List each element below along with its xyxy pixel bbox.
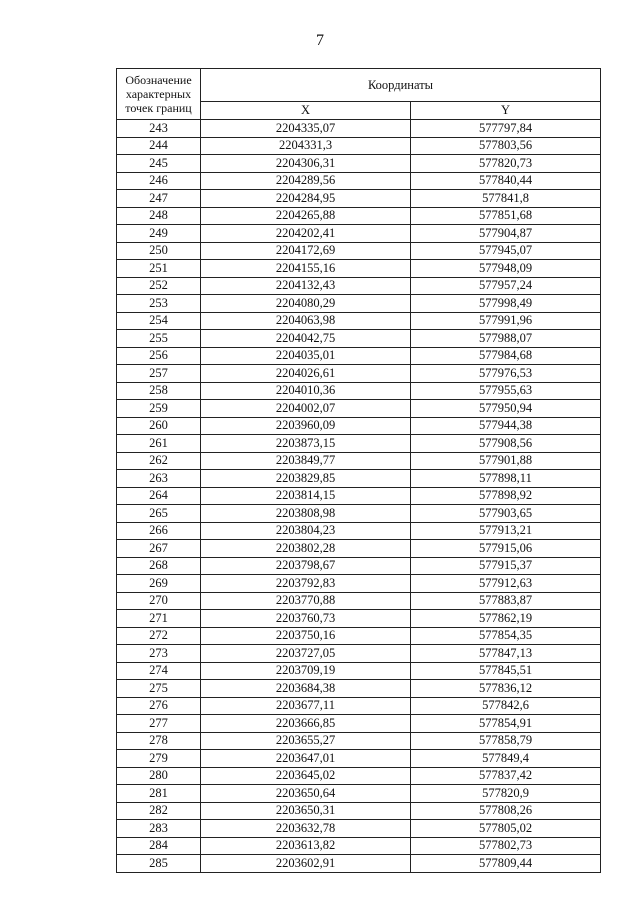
point-number-cell: 252 xyxy=(117,277,201,295)
x-coordinate-cell: 2203814,15 xyxy=(201,487,411,505)
x-coordinate-cell: 2203804,23 xyxy=(201,522,411,540)
y-coordinate-cell: 577904,87 xyxy=(411,225,601,243)
y-coordinate-cell: 577945,07 xyxy=(411,242,601,260)
point-number-cell: 265 xyxy=(117,505,201,523)
point-number-cell: 243 xyxy=(117,120,201,138)
table-row xyxy=(117,645,601,663)
x-coordinate-cell: 2203760,73 xyxy=(201,610,411,628)
point-number-cell: 260 xyxy=(117,417,201,435)
table-row xyxy=(117,715,601,733)
y-coordinate-cell: 577842,6 xyxy=(411,697,601,715)
x-coordinate-cell: 2204306,31 xyxy=(201,155,411,173)
point-number-cell: 250 xyxy=(117,242,201,260)
point-number-cell: 258 xyxy=(117,382,201,400)
point-number-cell: 247 xyxy=(117,190,201,208)
x-coordinate-cell: 2204010,36 xyxy=(201,382,411,400)
point-number-cell: 259 xyxy=(117,400,201,418)
x-coordinate-cell: 2204202,41 xyxy=(201,225,411,243)
x-coordinate-cell: 2204155,16 xyxy=(201,260,411,278)
table-row xyxy=(117,225,601,243)
point-number-cell: 266 xyxy=(117,522,201,540)
table-row xyxy=(117,137,601,155)
x-coordinate-cell: 2203602,91 xyxy=(201,855,411,873)
table-row xyxy=(117,172,601,190)
point-number-cell: 273 xyxy=(117,645,201,663)
y-coordinate-cell: 577808,26 xyxy=(411,802,601,820)
x-coordinate-cell: 2203655,27 xyxy=(201,732,411,750)
x-coordinate-cell: 2203684,38 xyxy=(201,680,411,698)
coordinates-table xyxy=(116,68,601,873)
y-coordinate-cell: 577998,49 xyxy=(411,295,601,313)
y-coordinate-cell: 577915,06 xyxy=(411,540,601,558)
y-coordinate-cell: 577802,73 xyxy=(411,837,601,855)
table-row xyxy=(117,802,601,820)
y-column-header: Y xyxy=(411,102,601,120)
point-number-cell: 285 xyxy=(117,855,201,873)
x-coordinate-cell: 2203849,77 xyxy=(201,452,411,470)
table-row xyxy=(117,680,601,698)
y-coordinate-cell: 577851,68 xyxy=(411,207,601,225)
point-number-cell: 254 xyxy=(117,312,201,330)
point-number-cell: 248 xyxy=(117,207,201,225)
table-row xyxy=(117,557,601,575)
point-number-cell: 277 xyxy=(117,715,201,733)
table-row xyxy=(117,347,601,365)
x-coordinate-cell: 2203650,31 xyxy=(201,802,411,820)
x-coordinate-cell: 2204284,95 xyxy=(201,190,411,208)
x-coordinate-cell: 2203650,64 xyxy=(201,785,411,803)
point-number-cell: 283 xyxy=(117,820,201,838)
point-number-cell: 257 xyxy=(117,365,201,383)
table-row xyxy=(117,120,601,138)
point-number-cell: 256 xyxy=(117,347,201,365)
x-coordinate-cell: 2204172,69 xyxy=(201,242,411,260)
point-number-cell: 245 xyxy=(117,155,201,173)
point-number-cell: 281 xyxy=(117,785,201,803)
point-number-cell: 246 xyxy=(117,172,201,190)
table-row xyxy=(117,540,601,558)
y-coordinate-cell: 577991,96 xyxy=(411,312,601,330)
x-coordinate-cell: 2204335,07 xyxy=(201,120,411,138)
x-coordinate-cell: 2203750,16 xyxy=(201,627,411,645)
table-row xyxy=(117,452,601,470)
y-coordinate-cell: 577840,44 xyxy=(411,172,601,190)
x-coordinate-cell: 2204132,43 xyxy=(201,277,411,295)
page-number: 7 xyxy=(316,32,324,49)
table-row xyxy=(117,312,601,330)
x-coordinate-cell: 2204289,56 xyxy=(201,172,411,190)
point-number-cell: 251 xyxy=(117,260,201,278)
y-coordinate-cell: 577837,42 xyxy=(411,767,601,785)
table-row xyxy=(117,855,601,873)
table-row xyxy=(117,435,601,453)
point-designation-header: Обозначение характерных точек границ xyxy=(117,69,201,120)
table-body xyxy=(117,120,601,873)
x-coordinate-cell: 2203960,09 xyxy=(201,417,411,435)
x-coordinate-cell: 2204026,61 xyxy=(201,365,411,383)
x-coordinate-cell: 2203709,19 xyxy=(201,662,411,680)
x-coordinate-cell: 2204035,01 xyxy=(201,347,411,365)
x-coordinate-cell: 2203666,85 xyxy=(201,715,411,733)
point-number-cell: 274 xyxy=(117,662,201,680)
x-coordinate-cell: 2203792,83 xyxy=(201,575,411,593)
y-coordinate-cell: 577854,91 xyxy=(411,715,601,733)
y-coordinate-cell: 577915,37 xyxy=(411,557,601,575)
point-number-cell: 261 xyxy=(117,435,201,453)
x-coordinate-cell: 2203613,82 xyxy=(201,837,411,855)
table-row xyxy=(117,330,601,348)
y-coordinate-cell: 577797,84 xyxy=(411,120,601,138)
x-coordinate-cell: 2203632,78 xyxy=(201,820,411,838)
table-row xyxy=(117,207,601,225)
table-header xyxy=(117,69,601,120)
point-number-cell: 262 xyxy=(117,452,201,470)
table-row xyxy=(117,155,601,173)
table-row xyxy=(117,400,601,418)
y-coordinate-cell: 577898,11 xyxy=(411,470,601,488)
point-number-cell: 275 xyxy=(117,680,201,698)
x-coordinate-cell: 2204331,3 xyxy=(201,137,411,155)
point-number-cell: 268 xyxy=(117,557,201,575)
table-row xyxy=(117,365,601,383)
x-coordinate-cell: 2204063,98 xyxy=(201,312,411,330)
x-column-header: X xyxy=(201,102,411,120)
point-number-cell: 284 xyxy=(117,837,201,855)
y-coordinate-cell: 577809,44 xyxy=(411,855,601,873)
point-number-cell: 282 xyxy=(117,802,201,820)
y-coordinate-cell: 577948,09 xyxy=(411,260,601,278)
x-coordinate-cell: 2204042,75 xyxy=(201,330,411,348)
y-coordinate-cell: 577849,4 xyxy=(411,750,601,768)
y-coordinate-cell: 577854,35 xyxy=(411,627,601,645)
x-coordinate-cell: 2204080,29 xyxy=(201,295,411,313)
y-coordinate-cell: 577976,53 xyxy=(411,365,601,383)
point-number-cell: 279 xyxy=(117,750,201,768)
y-coordinate-cell: 577984,68 xyxy=(411,347,601,365)
table-row xyxy=(117,627,601,645)
point-number-cell: 253 xyxy=(117,295,201,313)
y-coordinate-cell: 577847,13 xyxy=(411,645,601,663)
table-row xyxy=(117,522,601,540)
table-row xyxy=(117,242,601,260)
x-coordinate-cell: 2204002,07 xyxy=(201,400,411,418)
table-row xyxy=(117,837,601,855)
coordinates-header: Координаты xyxy=(201,69,601,102)
point-number-cell: 271 xyxy=(117,610,201,628)
y-coordinate-cell: 577912,63 xyxy=(411,575,601,593)
x-coordinate-cell: 2203727,05 xyxy=(201,645,411,663)
x-coordinate-cell: 2203829,85 xyxy=(201,470,411,488)
point-number-cell: 278 xyxy=(117,732,201,750)
table-row xyxy=(117,732,601,750)
y-coordinate-cell: 577862,19 xyxy=(411,610,601,628)
y-coordinate-cell: 577903,65 xyxy=(411,505,601,523)
y-coordinate-cell: 577988,07 xyxy=(411,330,601,348)
point-number-cell: 270 xyxy=(117,592,201,610)
y-coordinate-cell: 577908,56 xyxy=(411,435,601,453)
y-coordinate-cell: 577858,79 xyxy=(411,732,601,750)
y-coordinate-cell: 577950,94 xyxy=(411,400,601,418)
point-number-cell: 269 xyxy=(117,575,201,593)
point-number-cell: 267 xyxy=(117,540,201,558)
y-coordinate-cell: 577820,9 xyxy=(411,785,601,803)
table-row xyxy=(117,382,601,400)
y-coordinate-cell: 577955,63 xyxy=(411,382,601,400)
x-coordinate-cell: 2203645,02 xyxy=(201,767,411,785)
y-coordinate-cell: 577898,92 xyxy=(411,487,601,505)
x-coordinate-cell: 2203873,15 xyxy=(201,435,411,453)
y-coordinate-cell: 577836,12 xyxy=(411,680,601,698)
table-row xyxy=(117,785,601,803)
x-coordinate-cell: 2203770,88 xyxy=(201,592,411,610)
table-row xyxy=(117,260,601,278)
table-row xyxy=(117,592,601,610)
table-row xyxy=(117,487,601,505)
x-coordinate-cell: 2203798,67 xyxy=(201,557,411,575)
point-number-cell: 272 xyxy=(117,627,201,645)
y-coordinate-cell: 577845,51 xyxy=(411,662,601,680)
y-coordinate-cell: 577841,8 xyxy=(411,190,601,208)
x-coordinate-cell: 2203802,28 xyxy=(201,540,411,558)
table-row xyxy=(117,767,601,785)
table-row xyxy=(117,750,601,768)
point-number-cell: 244 xyxy=(117,137,201,155)
y-coordinate-cell: 577913,21 xyxy=(411,522,601,540)
table-row xyxy=(117,662,601,680)
table-row xyxy=(117,505,601,523)
table-row xyxy=(117,697,601,715)
table-row xyxy=(117,470,601,488)
table-row xyxy=(117,295,601,313)
y-coordinate-cell: 577901,88 xyxy=(411,452,601,470)
point-number-cell: 263 xyxy=(117,470,201,488)
point-number-cell: 264 xyxy=(117,487,201,505)
point-number-cell: 280 xyxy=(117,767,201,785)
point-number-cell: 276 xyxy=(117,697,201,715)
y-coordinate-cell: 577957,24 xyxy=(411,277,601,295)
table-row xyxy=(117,190,601,208)
table-row xyxy=(117,417,601,435)
y-coordinate-cell: 577820,73 xyxy=(411,155,601,173)
y-coordinate-cell: 577803,56 xyxy=(411,137,601,155)
x-coordinate-cell: 2203647,01 xyxy=(201,750,411,768)
point-number-cell: 255 xyxy=(117,330,201,348)
y-coordinate-cell: 577805,02 xyxy=(411,820,601,838)
table-row xyxy=(117,820,601,838)
y-coordinate-cell: 577944,38 xyxy=(411,417,601,435)
y-coordinate-cell: 577883,87 xyxy=(411,592,601,610)
point-number-cell: 249 xyxy=(117,225,201,243)
x-coordinate-cell: 2204265,88 xyxy=(201,207,411,225)
table-row xyxy=(117,575,601,593)
x-coordinate-cell: 2203677,11 xyxy=(201,697,411,715)
table-row xyxy=(117,610,601,628)
x-coordinate-cell: 2203808,98 xyxy=(201,505,411,523)
table-row xyxy=(117,277,601,295)
